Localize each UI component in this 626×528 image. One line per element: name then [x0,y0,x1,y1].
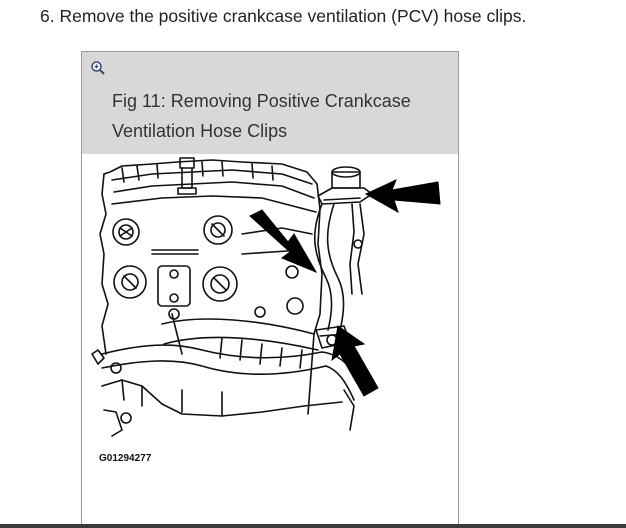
figure-title-line-1: Fig 11: Removing Positive Crankcase [112,91,411,111]
zoom-in-icon[interactable] [90,60,106,76]
figure-title [112,86,442,146]
engine-pcv-hose-illustration [82,154,458,444]
figure-card [81,51,459,528]
step-instruction: 6. Remove the positive crankcase ventilation (PCV) hose clips. [40,6,527,26]
figure-caption-band [82,52,458,154]
figure-title-line-2: Ventilation Hose Clips [112,121,288,141]
page-bottom-divider [0,524,626,528]
figure-code: G01294277 [99,453,152,464]
